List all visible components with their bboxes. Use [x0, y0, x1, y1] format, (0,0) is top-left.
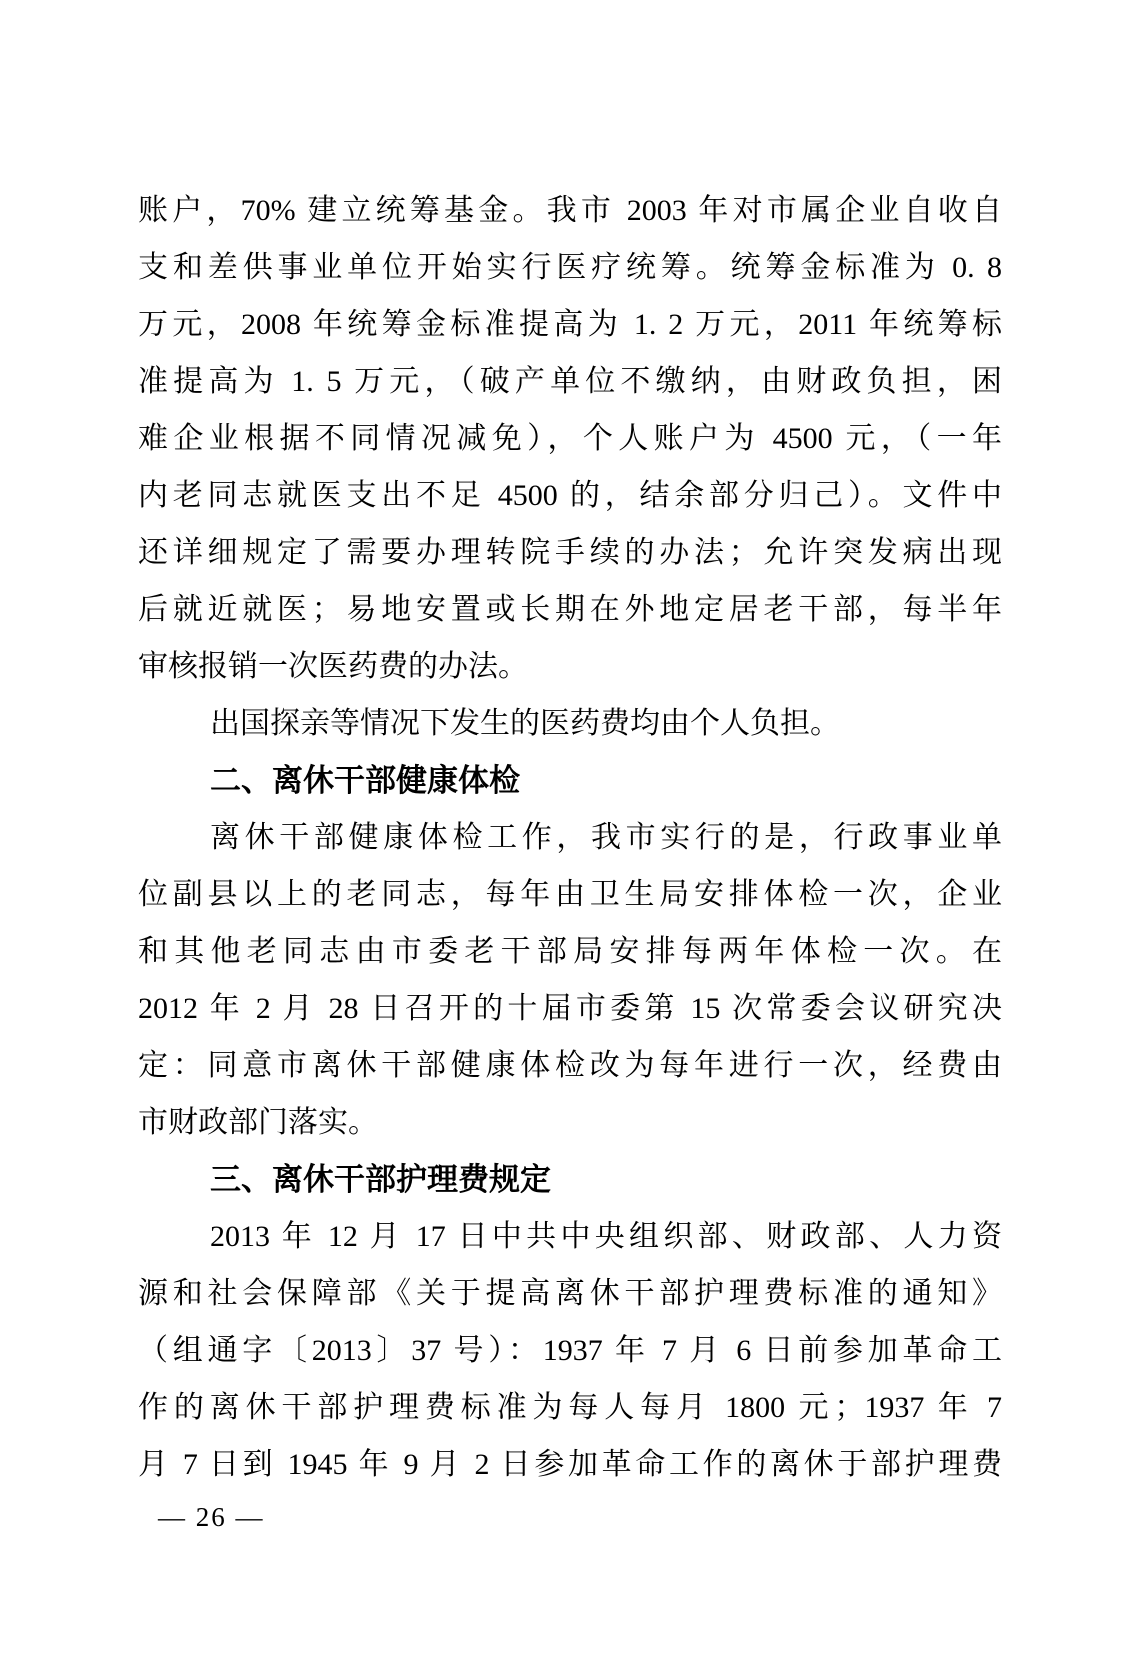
text-line: 还详细规定了需要办理转院手续的办法；允许突发病出现 [138, 536, 1002, 569]
text-line: 和其他老同志由市委老干部局安排每两年体检一次。在 [138, 935, 1002, 968]
text-line: （组通字〔2013〕37 号）：1937 年 7 月 6 日前参加革命工 [138, 1334, 1002, 1367]
text-line: 账户，70% 建立统筹基金。我市 2003 年对市属企业自收自 [138, 194, 1002, 227]
text-line: 位副县以上的老同志，每年由卫生局安排体检一次，企业 [138, 878, 1002, 911]
text-line: 2012 年 2 月 28 日召开的十届市委第 15 次常委会议研究决 [138, 992, 1002, 1025]
text-line: 出国探亲等情况下发生的医药费均由个人负担。 [210, 707, 840, 740]
section-heading: 二、离休干部健康体检 [210, 763, 520, 798]
text-line: 准提高为 1. 5 万元，（破产单位不缴纳，由财政负担，困 [138, 365, 1002, 398]
text-line: 源和社会保障部《关于提高离休干部护理费标准的通知》 [138, 1277, 1002, 1310]
text-line: 离休干部健康体检工作，我市实行的是，行政事业单 [210, 821, 1002, 854]
text-line: 后就近就医；易地安置或长期在外地定居老干部，每半年 [138, 593, 1002, 626]
section-heading: 三、离休干部护理费规定 [210, 1162, 551, 1197]
text-line: 市财政部门落实。 [138, 1106, 378, 1139]
text-line: 作的离休干部护理费标准为每人每月 1800 元；1937 年 7 [138, 1391, 1002, 1424]
text-line: 2013 年 12 月 17 日中共中央组织部、财政部、人力资 [210, 1220, 1002, 1253]
text-line: 审核报销一次医药费的办法。 [138, 650, 528, 683]
text-line: 支和差供事业单位开始实行医疗统筹。统筹金标准为 0. 8 [138, 251, 1002, 284]
text-line: 月 7 日到 1945 年 9 月 2 日参加革命工作的离休于部护理费 [138, 1448, 1002, 1481]
text-line: 万元，2008 年统筹金标准提高为 1. 2 万元，2011 年统筹标 [138, 308, 1002, 341]
text-line: 内老同志就医支出不足 4500 的，结余部分归己）。文件中 [138, 479, 1002, 512]
page-number: — 26 — [158, 1502, 265, 1532]
text-line: 定：同意市离休干部健康体检改为每年进行一次，经费由 [138, 1049, 1002, 1082]
document-body [138, 182, 1002, 1493]
text-line: 难企业根据不同情况减免），个人账户为 4500 元，（一年 [138, 422, 1002, 455]
